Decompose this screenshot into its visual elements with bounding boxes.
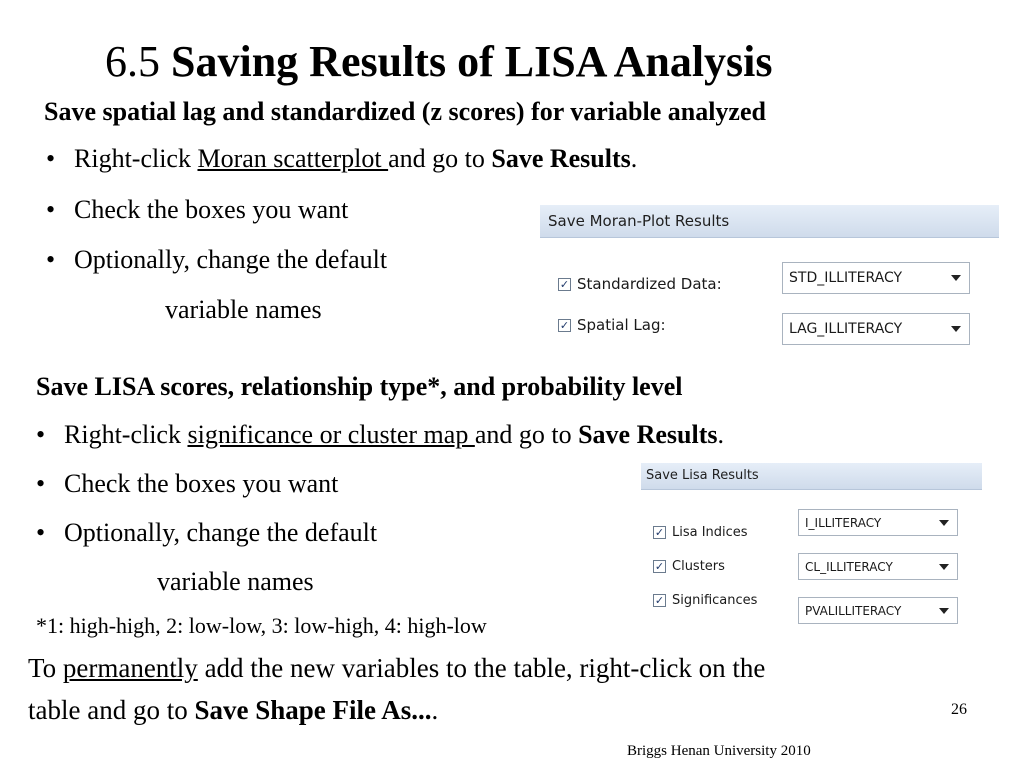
section2-bullet-2	[36, 468, 338, 500]
title-prefix: 6.5	[105, 37, 171, 86]
footer-line-2	[28, 693, 438, 727]
spatial-lag-row[interactable]	[558, 316, 666, 334]
section2-bullet-1	[36, 419, 724, 451]
save-lisa-results-dialog	[641, 463, 982, 641]
bullet-text: Right-click	[64, 420, 188, 449]
bullet-text: Check the boxes you want	[64, 469, 339, 498]
significances-row[interactable]	[653, 593, 757, 608]
section1-bullet-3	[46, 244, 387, 276]
standardized-data-row[interactable]	[558, 275, 722, 293]
section1-bullet-3-cont: variable names	[165, 295, 322, 324]
spatial-lag-select[interactable]	[782, 313, 970, 345]
footer-text: To	[28, 653, 63, 683]
dialog-title: Save Lisa Results	[641, 463, 982, 490]
footer-text: table and go to	[28, 695, 195, 725]
standardized-data-select[interactable]	[782, 262, 970, 294]
clusters-select[interactable]	[798, 553, 958, 580]
significances-label: Significances	[672, 593, 758, 608]
section2-bullet-3-cont: variable names	[157, 567, 314, 596]
bullet-dot: •	[46, 245, 56, 274]
select-value: CL_ILLITERACY	[805, 559, 893, 574]
bullet-text: .	[630, 144, 638, 173]
select-value: STD_ILLITERACY	[789, 270, 903, 286]
significances-select[interactable]	[798, 597, 958, 624]
checkbox-checked-icon[interactable]: ✓	[559, 318, 570, 332]
section1-heading: Save spatial lag and standardized (z scores) for variable analyzed	[44, 97, 766, 126]
relationship-footnote: *1: high-high, 2: low-low, 3: low-high, 4: high-low	[36, 613, 487, 638]
select-value: LAG_ILLITERACY	[789, 321, 903, 337]
select-value: PVALILLITERACY	[805, 603, 902, 618]
bullet-text: Check the boxes you want	[74, 195, 349, 224]
bullet-text: Optionally, change the default	[74, 245, 388, 274]
chevron-down-icon[interactable]	[951, 326, 961, 332]
select-value: I_ILLITERACY	[805, 515, 882, 530]
bullet-text: Optionally, change the default	[64, 518, 378, 547]
clusters-row[interactable]	[653, 559, 725, 574]
moran-scatterplot-link: Moran scatterplot	[197, 144, 389, 173]
section2-heading: Save LISA scores, relationship type*, and probability level	[36, 372, 683, 401]
section1-bullet-2	[46, 194, 348, 226]
bullet-text: and go to	[474, 420, 579, 449]
save-results-text: Save Results	[578, 420, 718, 449]
checkbox-checked-icon[interactable]: ✓	[654, 526, 665, 539]
clusters-label: Clusters	[672, 559, 725, 574]
page-number: 26	[951, 701, 967, 718]
bullet-dot: •	[36, 518, 46, 547]
chevron-down-icon[interactable]	[939, 608, 949, 614]
bullet-dot: •	[36, 469, 46, 498]
section1-bullet-1	[46, 143, 637, 175]
credit-line: Briggs Henan University 2010	[627, 743, 811, 759]
permanently-text: permanently	[62, 653, 198, 683]
significance-cluster-map-link: significance or cluster map	[187, 420, 475, 449]
checkbox-checked-icon[interactable]: ✓	[654, 594, 665, 607]
save-shape-file-as-text: Save Shape File As...	[194, 695, 432, 725]
bullet-dot: •	[36, 420, 46, 449]
title-bold: Saving Results of LISA Analysis	[171, 37, 773, 86]
dialog-title: Save Moran-Plot Results	[540, 205, 999, 238]
chevron-down-icon[interactable]	[939, 520, 949, 526]
lisa-indices-row[interactable]	[653, 525, 748, 540]
chevron-down-icon[interactable]	[951, 275, 961, 281]
bullet-dot: •	[46, 144, 56, 173]
standardized-data-label: Standardized Data:	[577, 275, 722, 293]
save-results-text: Save Results	[491, 144, 631, 173]
bullet-text: .	[717, 420, 724, 449]
checkbox-checked-icon[interactable]: ✓	[654, 560, 665, 573]
bullet-text: and go to	[388, 144, 492, 173]
footer-line-1	[28, 651, 765, 685]
checkbox-checked-icon[interactable]: ✓	[559, 277, 570, 291]
footer-text: add the new variables to the table, right-click on the	[197, 653, 766, 683]
chevron-down-icon[interactable]	[939, 564, 949, 570]
lisa-indices-select[interactable]	[798, 509, 958, 536]
spatial-lag-label: Spatial Lag:	[577, 316, 666, 334]
footer-text: .	[431, 695, 439, 725]
lisa-indices-label: Lisa Indices	[672, 525, 748, 540]
bullet-dot: •	[46, 195, 56, 224]
bullet-text: Right-click	[74, 144, 198, 173]
section2-bullet-3	[36, 517, 377, 549]
slide-title	[105, 36, 773, 88]
save-moran-plot-results-dialog	[540, 205, 999, 365]
